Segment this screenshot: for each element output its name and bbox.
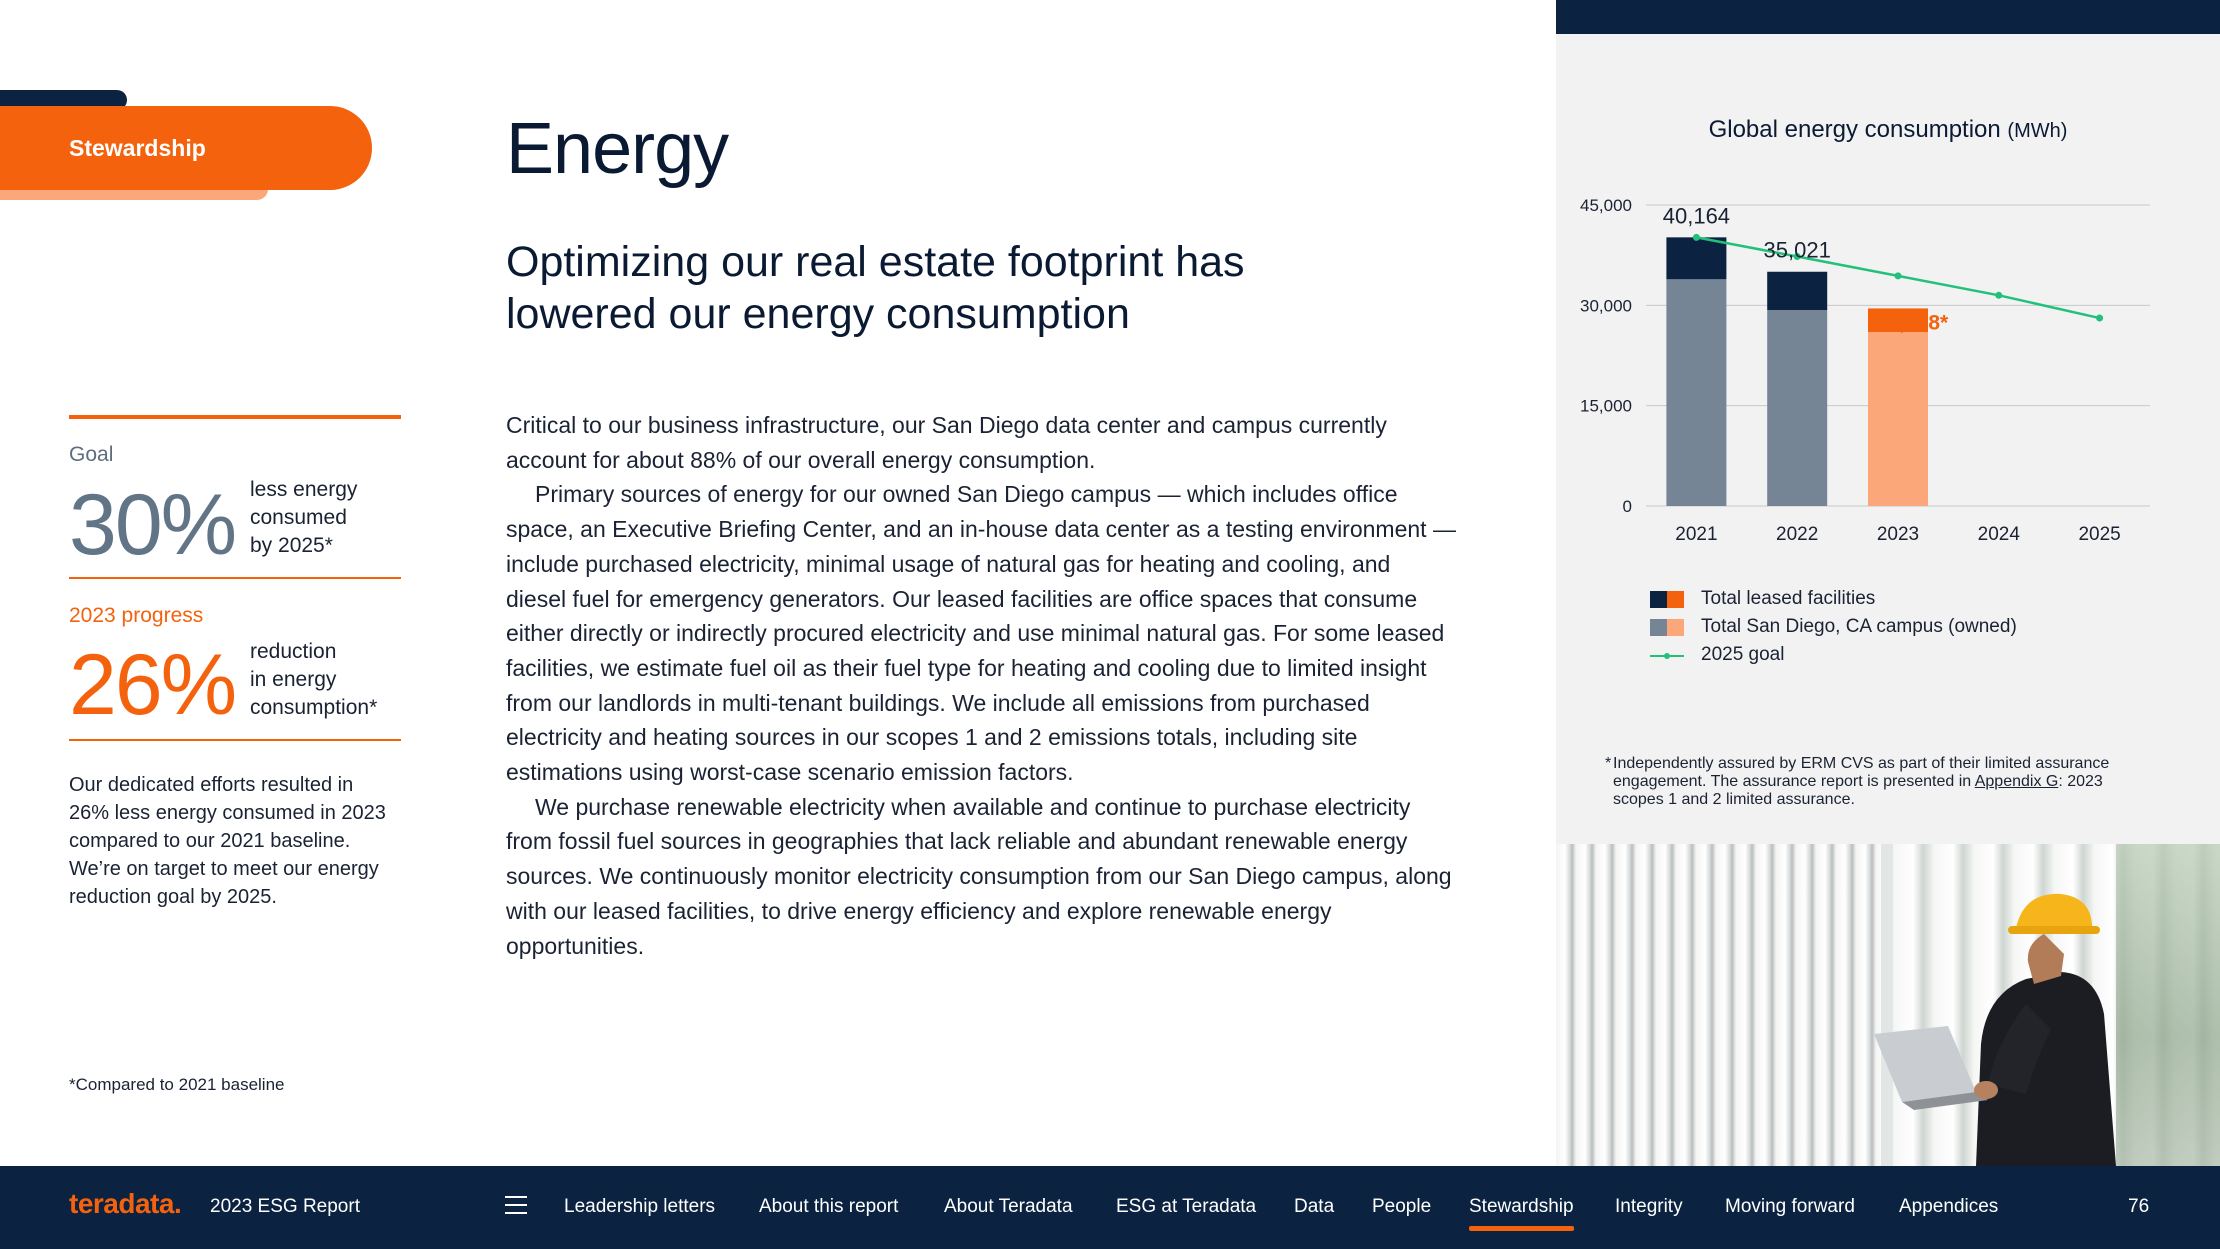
report-title: 2023 ESG Report	[210, 1196, 360, 1217]
progress-label: 2023 progress	[69, 604, 204, 627]
worker-with-laptop-photo	[1556, 844, 2220, 1166]
progress-description-line: reduction	[250, 640, 337, 663]
nav-data[interactable]: Data	[1294, 1196, 1335, 1217]
body-paragraph: We purchase renewable electricity when available and continue to purchase electricity from fossil fuel sources in geographies that lack reliable and abundant renewable energy sources. We continuously monitor electricity consumption from our San Diego campus, along with our leased facilities, to drive energy efficiency and explore renewable energy opportunities.	[506, 793, 1452, 959]
footnote-star: *	[1605, 755, 1612, 772]
leased-swatch-icon	[1650, 591, 1684, 608]
chart-legend	[1650, 585, 2017, 669]
goal-point	[1895, 272, 1902, 279]
panel-top-bar	[1556, 0, 2220, 34]
bar-total-label: 40,164	[1662, 203, 1731, 229]
goal-label: Goal	[69, 443, 114, 466]
goal-description	[250, 476, 357, 560]
legend-item-goal	[1650, 641, 2017, 669]
goal-description-line: consumed	[250, 506, 347, 529]
nav-about-this-report[interactable]: About this report	[759, 1196, 899, 1217]
nav-leadership-letters[interactable]: Leadership letters	[564, 1196, 716, 1217]
footer-nav-bar	[0, 1166, 2220, 1249]
legend-item-campus	[1650, 613, 2017, 641]
goal-point	[2096, 315, 2103, 322]
goal-point	[1693, 234, 1700, 241]
summary-paragraph: Our dedicated efforts resulted in 26% less energy consumed in 2023 compared to our 2021 baseline. We’re on target to meet our energy reduction goal by 2025.	[69, 774, 386, 908]
bar-leased	[1767, 272, 1827, 310]
appendix-g-link[interactable]: Appendix G	[1974, 773, 2059, 790]
section-tag	[0, 106, 372, 190]
footnote-text: Independently assured by ERM CVS as part of their limited assurance engagement. The assurance report is presented in	[1613, 755, 2110, 790]
subtitle-line: lowered our energy consumption	[506, 290, 1130, 338]
y-tick-label: 0	[1622, 497, 1632, 516]
y-tick-label: 30,000	[1580, 296, 1632, 316]
nav-stewardship[interactable]: Stewardship	[1469, 1196, 1574, 1217]
nav-esg-at-teradata[interactable]: ESG at Teradata	[1116, 1196, 1257, 1217]
body-paragraph: Primary sources of energy for our owned San Diego campus — which includes office space, an Executive Briefing Center, and an in-house data center as a testing environment — include purchased electricity, minimal usage of natural gas for heating and cooling, and diesel fuel for emergency generators. Our leased facilities are office spaces that consume either directly or indirectly procured electricity and use minimal natural gas. For some leased facilities, we estimate fuel oil as their fuel type for heating and cooling due to limited insight from our landlords in multi-tenant buildings. We include all emissions from purchased electricity and heating sources in our scopes 1 and 2 emissions totals, including site estimations using worst-case scenario emission factors.	[506, 481, 1456, 786]
legend-label: Total San Diego, CA campus (owned)	[1701, 616, 2017, 637]
campus-swatch-icon	[1650, 619, 1684, 636]
goal-point	[1995, 292, 2002, 299]
bar-campus	[1767, 310, 1827, 506]
nav-appendices[interactable]: Appendices	[1899, 1196, 1999, 1217]
divider	[69, 415, 401, 419]
page-number: 76	[2128, 1196, 2150, 1217]
x-tick-label: 2022	[1776, 524, 1819, 545]
legend-item-leased	[1650, 585, 2017, 613]
section-tag-label: Stewardship	[69, 134, 206, 161]
hamburger-menu-icon[interactable]	[505, 1196, 527, 1214]
footnote-text: : 2023 scopes 1 and 2 limited assurance.	[1613, 773, 2103, 808]
x-tick-label: 2024	[1977, 524, 2020, 545]
page-title: Energy	[506, 109, 729, 189]
nav-people[interactable]: People	[1372, 1196, 1432, 1217]
chart-title	[1556, 116, 2220, 144]
bar-leased	[1666, 237, 1726, 279]
x-tick-label: 2021	[1675, 524, 1718, 545]
legend-label: Total leased facilities	[1701, 588, 1876, 609]
subtitle-line: Optimizing our real estate footprint has	[506, 238, 1245, 286]
divider	[69, 739, 401, 741]
teradata-logo[interactable]: teradata.	[69, 1188, 182, 1219]
nav-integrity[interactable]: Integrity	[1615, 1196, 1683, 1217]
x-tick-label: 2023	[1876, 524, 1920, 545]
bar-campus	[1868, 332, 1928, 506]
page-subtitle	[506, 236, 1366, 340]
bar-total-label: 29,538*	[1875, 311, 1949, 335]
chart-footnote	[1605, 755, 2113, 809]
y-tick-label: 15,000	[1580, 396, 1632, 416]
progress-description	[250, 638, 377, 722]
body-paragraph: Critical to our business infrastructure, our San Diego data center and campus currently account for about 88% of our overall energy consumption.	[506, 412, 1387, 473]
nav-about-teradata[interactable]: About Teradata	[944, 1196, 1073, 1217]
legend-label: 2025 goal	[1701, 644, 1785, 665]
goal-description-line: less energy	[250, 478, 358, 501]
chart-title-text: Global energy consumption	[1708, 116, 2001, 143]
body-text	[506, 408, 1456, 963]
bar-campus	[1666, 279, 1726, 506]
divider	[69, 577, 401, 579]
bar-total-label: 35,021	[1763, 237, 1831, 263]
nav-moving-forward[interactable]: Moving forward	[1725, 1196, 1855, 1217]
energy-bar-chart	[1556, 180, 2220, 570]
progress-description-line: consumption*	[250, 696, 378, 719]
x-tick-label: 2025	[2078, 524, 2121, 545]
baseline-footnote: *Compared to 2021 baseline	[69, 1075, 285, 1094]
goal-description-line: by 2025*	[250, 534, 333, 557]
progress-value: 26%	[69, 637, 236, 733]
goal-value: 30%	[69, 477, 236, 573]
chart-title-unit: (MWh)	[2007, 120, 2068, 142]
y-tick-label: 45,000	[1580, 196, 1632, 215]
progress-description-line: in energy	[250, 668, 337, 691]
goal-line-icon	[1650, 647, 1684, 664]
